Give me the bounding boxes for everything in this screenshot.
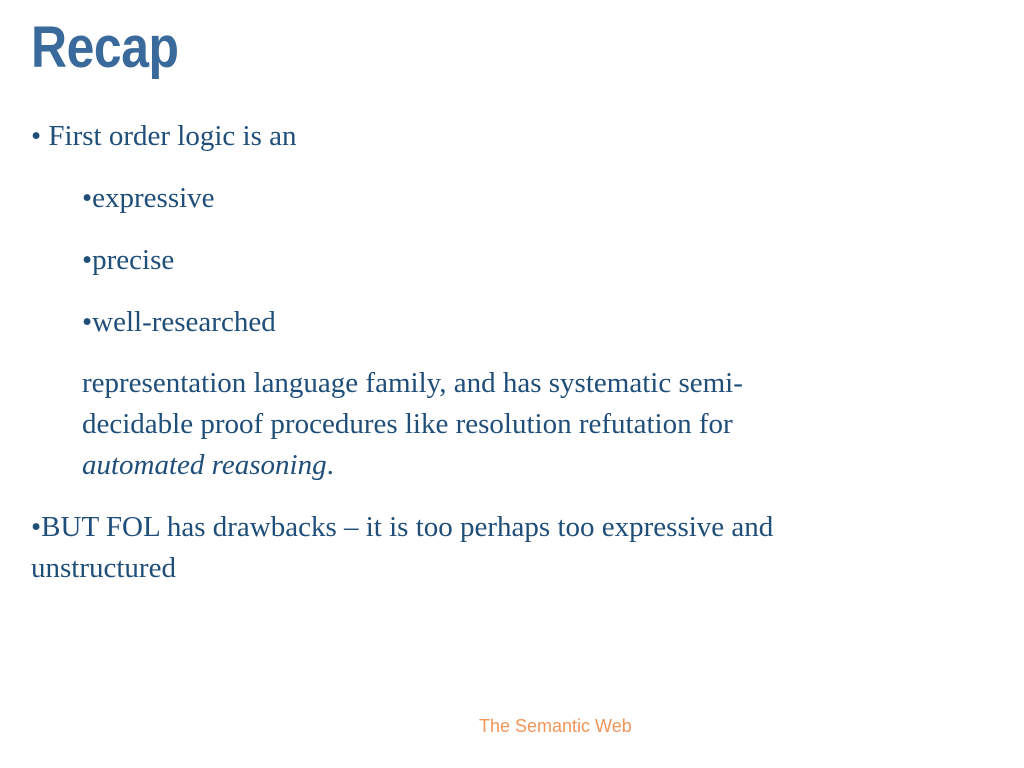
drawback-line: unstructured	[31, 552, 176, 584]
footer-text: The Semantic Web	[479, 716, 632, 736]
intro-bullet: • First order logic is an	[31, 120, 297, 152]
description-paragraph	[82, 363, 902, 486]
drawback-bullet	[31, 507, 931, 589]
slide-title: Recap	[31, 15, 179, 80]
paragraph-line	[82, 445, 902, 486]
emphasized-text: automated reasoning	[82, 449, 327, 481]
sub-bullet-expressive: •expressive	[82, 182, 215, 214]
sub-bullet-precise: •precise	[82, 244, 175, 276]
paragraph-line: decidable proof procedures like resolution refutation for	[82, 408, 733, 440]
sub-bullet-well-researched: •well-researched	[82, 306, 276, 338]
paragraph-line: representation language family, and has systematic semi-	[82, 367, 743, 399]
paragraph-period: .	[326, 449, 334, 481]
drawback-line: •BUT FOL has drawbacks – it is too perhaps too expressive and	[31, 511, 774, 543]
